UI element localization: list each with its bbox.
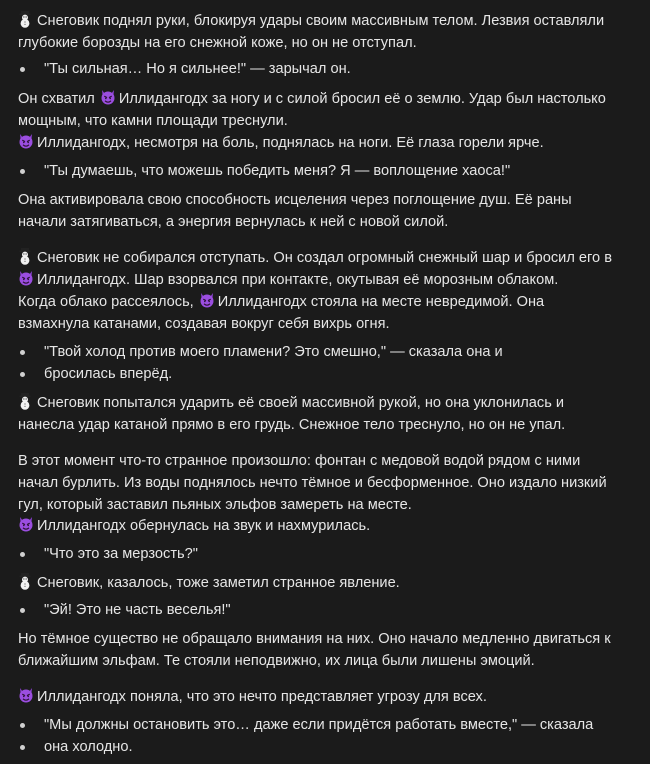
text-segment: бросилась вперёд. [44, 366, 173, 382]
text-segment: Снеговик поднял руки, блокируя удары своим массивным телом. Лезвия оставляли [37, 13, 605, 29]
devil-icon [18, 270, 32, 286]
text-segment: начали затягиваться, а энергия вернулась к ней с новой силой. [18, 214, 449, 230]
devil-icon [18, 687, 32, 703]
text-line [18, 269, 558, 291]
text-line [18, 628, 611, 650]
text-segment: "Твой холод против моего пламени? Это смешно," — сказала она и [44, 344, 503, 360]
text-line [18, 110, 288, 132]
text-segment: взмахнула катанами, создавая вокруг себя вихрь огня. [18, 316, 390, 332]
text-segment: Снеговик не собирался отступать. Он создал огромный снежный шар и бросил его в [37, 250, 612, 266]
list-item-line [44, 58, 351, 80]
snowman-icon [18, 11, 32, 27]
text-line [18, 392, 564, 414]
text-line [18, 32, 417, 54]
text-line [18, 291, 544, 313]
list-item-line [44, 543, 198, 565]
text-line [18, 10, 604, 32]
text-line [18, 247, 612, 269]
text-segment: Она активировала свою способность исцеления через поглощение душ. Её раны [18, 192, 572, 208]
text-segment: Иллидангодх за ногу и с силой бросил её о землю. Удар был настолько [118, 91, 606, 107]
text-line [18, 472, 607, 494]
text-segment: глубокие борозды на его снежной коже, но он не отступал. [18, 35, 417, 51]
snowman-icon [18, 248, 32, 264]
text-line [18, 211, 448, 233]
text-segment: Он схватил [18, 91, 99, 107]
bullet-dot [20, 608, 25, 613]
text-segment: Но тёмное существо не обращало внимания на них. Оно начало медленно двигаться к [18, 631, 611, 647]
list-item-line [44, 341, 503, 363]
text-segment: Когда облако рассеялось, [18, 294, 198, 310]
text-segment: Иллидангодх обернулась на звук и нахмурилась. [37, 518, 371, 534]
text-line [18, 450, 580, 472]
text-segment: мощным, что камни площади треснули. [18, 113, 288, 129]
text-line [18, 686, 487, 708]
text-line [18, 515, 370, 537]
bullet-dot [20, 169, 25, 174]
text-line [18, 132, 544, 154]
text-segment: "Ты сильная… Но я сильнее!" — зарычал он. [44, 61, 351, 77]
bullet-dot [20, 745, 25, 750]
devil-icon [18, 133, 32, 149]
bullet-dot [20, 723, 25, 728]
list-item-line [44, 714, 593, 736]
text-segment: В этот момент что-то странное произошло: фонтан с медовой водой рядом с ними [18, 453, 581, 469]
text-line [18, 494, 412, 516]
text-line [18, 572, 400, 594]
devil-icon [100, 89, 114, 105]
text-line [18, 313, 390, 335]
list-item-line [44, 736, 133, 758]
devil-icon [199, 292, 213, 308]
list-item-line [44, 160, 510, 182]
text-segment: Иллидангодх стояла на месте невредимой. Она [217, 294, 545, 310]
text-line [18, 650, 535, 672]
text-segment: Снеговик, казалось, тоже заметил странное явление. [37, 575, 400, 591]
text-segment: "Мы должны остановить это… даже если придётся работать вместе," — сказала [44, 717, 594, 733]
text-segment: "Эй! Это не часть веселья!" [44, 602, 231, 618]
text-segment: начал бурлить. Из воды поднялось нечто тёмное и бесформенное. Оно издало низкий [18, 475, 607, 491]
text-segment: Иллидангодх, несмотря на боль, поднялась на ноги. Её глаза горели ярче. [37, 135, 544, 151]
snowman-icon [18, 573, 32, 589]
text-segment: Иллидангодх поняла, что это нечто представляет угрозу для всех. [37, 689, 487, 705]
text-line [18, 189, 572, 211]
text-line [18, 88, 606, 110]
text-line [18, 414, 565, 436]
text-segment: она холодно. [44, 739, 133, 755]
text-segment: ближайшим эльфам. Те стояли неподвижно, их лица были лишены эмоций. [18, 653, 535, 669]
text-segment: Иллидангодх. Шар взорвался при контакте, окутывая её морозным облаком. [37, 272, 559, 288]
devil-icon [18, 516, 32, 532]
text-segment: Снеговик попытался ударить её своей массивной рукой, но она уклонилась и [37, 395, 565, 411]
bullet-dot [20, 372, 25, 377]
bullet-dot [20, 350, 25, 355]
text-segment: нанесла удар катаной прямо в его грудь. Снежное тело треснуло, но он не упал. [18, 417, 566, 433]
bullet-dot [20, 67, 25, 72]
text-segment: "Что это за мерзость?" [44, 546, 198, 562]
snowman-icon [18, 393, 32, 409]
bullet-dot [20, 552, 25, 557]
list-item-line [44, 363, 172, 385]
text-segment: "Ты думаешь, что можешь победить меня? Я — воплощение хаоса!" [44, 163, 511, 179]
text-segment: гул, который заставил пьяных эльфов замереть на месте. [18, 497, 412, 513]
list-item-line [44, 599, 231, 621]
